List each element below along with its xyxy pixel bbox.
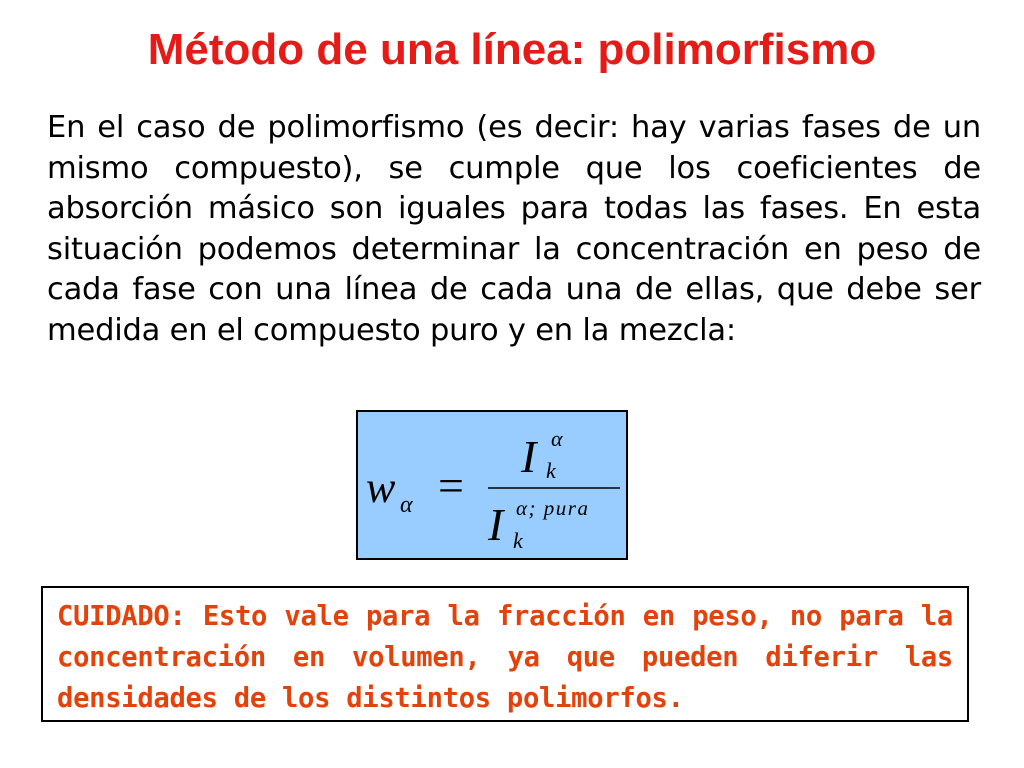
formula-lhs-subscript: α: [400, 492, 413, 518]
formula-equals: =: [438, 460, 464, 511]
slide-title: Método de una línea: polimorfismo: [147, 25, 877, 74]
formula-denominator-superscript: α; pura: [516, 496, 590, 520]
formula-numerator-symbol: I: [521, 431, 537, 482]
formula-box: [356, 410, 628, 560]
formula-lhs-symbol: w: [366, 463, 396, 512]
warning-text: CUIDADO: Esto vale para la fracción en peso, no para la concentración en volumen, ya que pueden diferir las densidades de los distintos polimorfos.: [57, 601, 953, 714]
formula-denominator-subscript: k: [513, 528, 523, 553]
formula-numerator-subscript: k: [546, 458, 556, 483]
warning-box: [41, 586, 969, 722]
body-paragraph: En el caso de polimorfismo (es decir: hay varias fases de un mismo compuesto), se cumple que los coeficientes de absorción másico son iguales para todas las fases. En esta situación podemos determinar la concentración en peso de cada fase con una línea de cada una de ellas, que debe ser medida en el compuesto puro y en la mezcla:: [47, 110, 981, 348]
formula-denominator-symbol: I: [488, 499, 504, 550]
formula: [358, 412, 626, 558]
formula-numerator-superscript: α: [551, 426, 563, 451]
